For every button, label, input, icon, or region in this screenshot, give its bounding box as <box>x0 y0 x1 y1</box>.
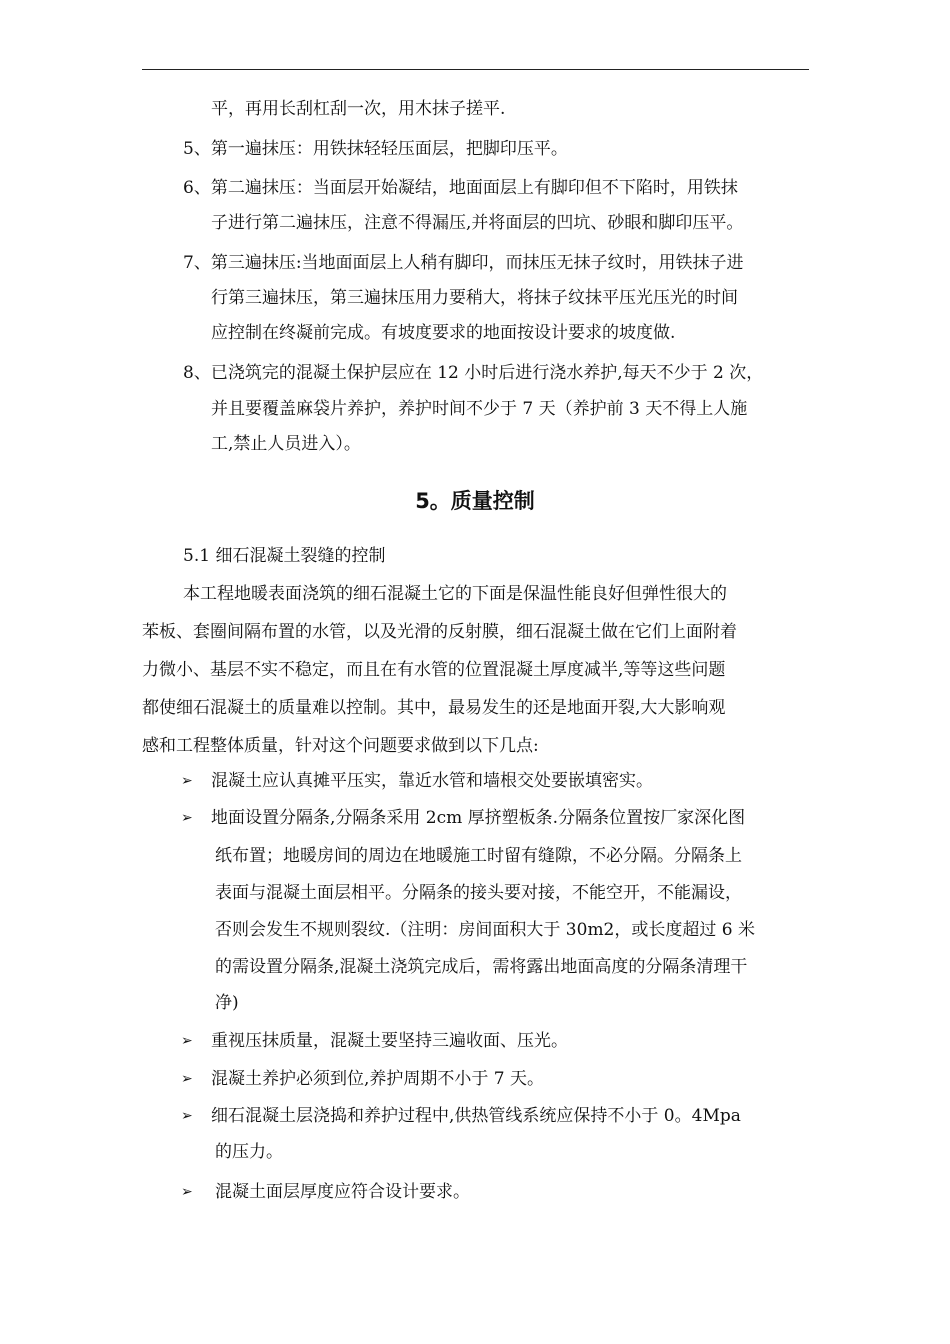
step-7-line-2: 行第三遍抹压，第三遍抹压用力要稍大，将抹子纹抹平压光压光的时间 <box>211 288 738 308</box>
section-subtitle: 5.1 细石混凝土裂缝的控制 <box>183 546 386 566</box>
bullet-6: 混凝土面层厚度应符合设计要求。 <box>215 1182 470 1202</box>
paragraph-line-3: 力微小、基层不实不稳定，而且在有水管的位置混凝土厚度减半,等等这些问题 <box>142 660 726 680</box>
section-title: 5。质量控制 <box>415 489 535 513</box>
bullet-2-line-5: 的需设置分隔条,混凝土浇筑完成后，需将露出地面高度的分隔条清理干 <box>215 957 748 977</box>
continuation-line: 平，再用长刮杠刮一次，用木抹子搓平. <box>211 99 506 119</box>
bullet-2-line-3: 表面与混凝土面层相平。分隔条的接头要对接，不能空开，不能漏设， <box>215 883 742 903</box>
bullet-arrow-icon: ➢ <box>181 1071 193 1087</box>
bullet-2-line-4: 否则会发生不规则裂纹.（注明：房间面积大于 30m2，或长度超过 6 米 <box>215 920 755 940</box>
step-7-line-1: 7、第三遍抹压:当地面面层上人稍有脚印，而抹压无抹子纹时，用铁抹子进 <box>183 253 744 273</box>
bullet-arrow-icon: ➢ <box>181 773 193 789</box>
bullet-1: 混凝土应认真摊平压实，靠近水管和墙根交处要嵌填密实。 <box>211 771 653 791</box>
paragraph-line-2: 苯板、套圈间隔布置的水管，以及光滑的反射膜，细石混凝土做在它们上面附着 <box>142 622 737 642</box>
paragraph-line-4: 都使细石混凝土的质量难以控制。其中，最易发生的还是地面开裂,大大影响观 <box>142 698 726 718</box>
bullet-arrow-icon: ➢ <box>181 1033 193 1049</box>
step-8-line-2: 并且要覆盖麻袋片养护，养护时间不少于 7 天（养护前 3 天不得上人施 <box>211 399 748 419</box>
bullet-5-line-1: 细石混凝土层浇捣和养护过程中,供热管线系统应保持不小于 0。4Mpa <box>211 1106 741 1126</box>
bullet-2-line-6: 净) <box>215 993 239 1013</box>
paragraph-line-1: 本工程地暖表面浇筑的细石混凝土它的下面是保温性能良好但弹性很大的 <box>183 584 727 604</box>
step-6-line-1: 6、第二遍抹压：当面层开始凝结，地面面层上有脚印但不下陷时，用铁抹 <box>183 178 738 198</box>
bullet-5-line-2: 的压力。 <box>215 1142 283 1162</box>
paragraph-line-5: 感和工程整体质量，针对这个问题要求做到以下几点: <box>142 736 539 756</box>
bullet-arrow-icon: ➢ <box>181 1184 193 1200</box>
step-7-line-3: 应控制在终凝前完成。有坡度要求的地面按设计要求的坡度做. <box>211 323 676 343</box>
bullet-4: 混凝土养护必须到位,养护周期不小于 7 天。 <box>211 1069 545 1089</box>
step-5: 5、第一遍抹压：用铁抹轻轻压面层，把脚印压平。 <box>183 139 568 159</box>
bullet-2-line-1: 地面设置分隔条,分隔条采用 2cm 厚挤塑板条.分隔条位置按厂家深化图 <box>211 808 746 828</box>
step-6-line-2: 子进行第二遍抹压，注意不得漏压,并将面层的凹坑、砂眼和脚印压平。 <box>211 213 744 233</box>
bullet-3: 重视压抹质量，混凝土要坚持三遍收面、压光。 <box>211 1031 568 1051</box>
step-8-line-1: 8、已浇筑完的混凝土保护层应在 12 小时后进行浇水养护,每天不少于 2 次， <box>183 363 764 383</box>
bullet-2-line-2: 纸布置；地暖房间的周边在地暖施工时留有缝隙，不必分隔。分隔条上 <box>215 846 742 866</box>
header-rule <box>142 69 809 70</box>
step-8-line-3: 工,禁止人员进入）。 <box>211 434 361 454</box>
bullet-arrow-icon: ➢ <box>181 810 193 826</box>
bullet-arrow-icon: ➢ <box>181 1108 193 1124</box>
